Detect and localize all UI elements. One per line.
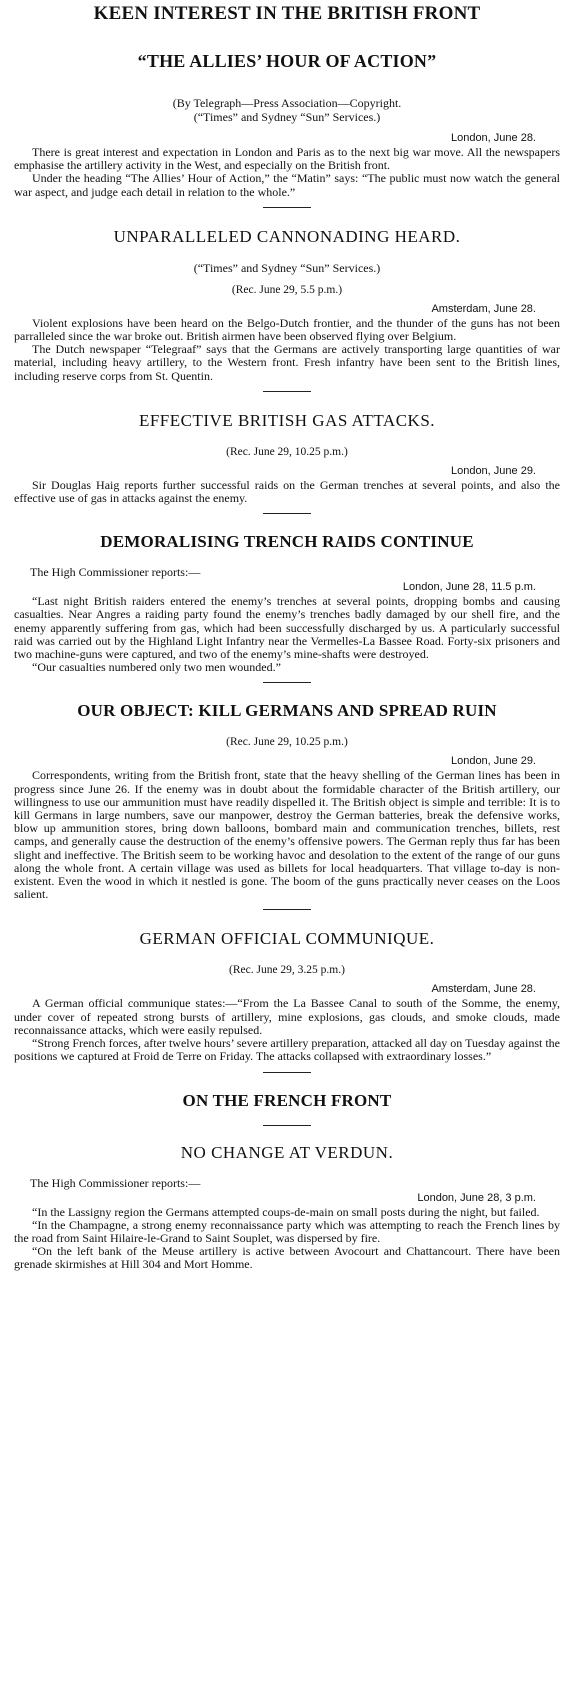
section-headline: DEMORALISING TRENCH RAIDS CONTINUE	[100, 532, 474, 552]
article-german-communique	[14, 928, 560, 1072]
section-divider	[263, 909, 311, 910]
dateline: London, June 29.	[450, 755, 536, 768]
section-divider	[263, 513, 311, 514]
paragraph: Correspondents, writing from the British front, state that the heavy shelling of the German lines has been in progress since June 26. If the enemy was in doubt about the formidable character of the British artillery, our willingness to use our ammunition must have readily dispelled it. The British object is simple and terrible: It is to kill Germans in large numbers, save our manpower, destroy the German batteries, break the defensive works, blow up ammunition stores, bring down balloons, bombard main and communication trenches, billets, rest camps, and generally cause the destruction of the enemy’s offensive powers. The German reply thus far has been slight and ineffective. The British seem to be working havoc and desolation to the extent of the range of our guns along the whole front. A certain village was used as billets for local headquarters. That village to-day is non-existent. Even the wood in which it nestled is gone. The boom of the guns practically never ceases on the Loos salient.	[14, 768, 560, 902]
article-trench-raids	[14, 532, 560, 683]
article-french-front	[14, 1091, 560, 1272]
section-headline: EFFECTIVE BRITISH GAS ATTACKS.	[138, 410, 436, 430]
paragraph: “In the Champagne, a strong enemy reconnaissance party which was attempting to reach the French lines by the road from Saint Hilaire-le-Grand to Saint Souplet, was dispersed by fire.	[14, 1217, 560, 1245]
section-subheadline: NO CHANGE AT VERDUN.	[180, 1142, 394, 1162]
lead-line: The High Commissioner reports:—	[30, 1175, 201, 1190]
section-headline: ON THE FRENCH FRONT	[182, 1090, 392, 1110]
received-line: (Rec. June 29, 10.25 p.m.)	[226, 736, 348, 749]
dateline: Amsterdam, June 28.	[431, 983, 536, 996]
section-headline: GERMAN OFFICIAL COMMUNIQUE.	[139, 929, 435, 949]
paragraph: “Our casualties numbered only two men wounded.”	[32, 660, 281, 675]
lead-line: The High Commissioner reports:—	[30, 565, 201, 580]
paragraph: There is great interest and expectation in London and Paris as to the next big war move. All the newspapers emphasise the artillery activity in the West, and especially on the British front.	[14, 145, 560, 173]
article-gas-attacks	[14, 410, 560, 514]
paragraph: Under the heading “The Allies’ Hour of Action,” the “Matin” says: “The public must now watch the general war aspect, and judge each detail in relation to the whole.”	[14, 171, 560, 199]
paragraph: The Dutch newspaper “Telegraaf” says that the Germans are actively transporting large quantities of war material, including heavy artillery, to the Western front. Fresh infantry have been sent to the British lines, including reserve corps from St. Quentin.	[14, 342, 560, 383]
paragraph: “On the left bank of the Meuse artillery is active between Avocourt and Chattancourt. There have been grenade skirmishes at Hill 304 and Mort Homme.	[14, 1244, 560, 1272]
main-headline: “THE ALLIES’ HOUR OF ACTION”	[137, 51, 437, 71]
credit-line: (By Telegraph—Press Association—Copyright.	[172, 96, 402, 110]
received-line: (Rec. June 29, 5.5 p.m.)	[231, 283, 343, 296]
section-divider	[263, 1072, 311, 1073]
paragraph: Sir Douglas Haig reports further successful raids on the German trenches at several points, and also the effective use of gas in attacks against the enemy.	[14, 477, 560, 506]
paragraph: A German official communique states:—“From the La Bassee Canal to south of the Somme, the enemy, under cover of repeated strong bursts of artillery, mine explosions, gas clouds, and smoke clouds, made reconnaissance attacks, which were easily repulsed.	[14, 996, 560, 1037]
paragraph: “Last night British raiders entered the enemy’s trenches at several points, dropping bombs and causing casualties. Near Angres a raiding party found the enemy’s trenches badly damaged by our shell fire, and the enemy apparently suffering from gas, which had been successfully discharged by us. A particularly successful raid was carried out by the Highland Light Infantry near the Vermelles-La Bassee Road. Forty-six prisoners and two machine-guns were captured, and two of the enemy’s mine-shafts were destroyed.	[14, 594, 560, 662]
section-divider	[263, 207, 311, 208]
paragraph: Violent explosions have been heard on the Belgo-Dutch frontier, and the thunder of the guns has not been parralleled since the war broke out. British airmen have been observed flying over Belgium.	[14, 315, 560, 344]
paragraph: “Strong French forces, after twelve hours’ severe artillery preparation, attacked all day on Tuesday against the positions we captured at Froid de Terre on Friday. The attacks collapsed with extraordinary losses.”	[14, 1036, 560, 1064]
section-divider	[263, 682, 311, 683]
received-line: (Rec. June 29, 10.25 p.m.)	[226, 445, 348, 458]
section-headline: OUR OBJECT: KILL GERMANS AND SPREAD RUIN	[77, 701, 497, 721]
article-our-object	[14, 701, 560, 910]
credit-line: (“Times” and Sydney “Sun” Services.)	[193, 110, 381, 124]
article-lead	[14, 2, 560, 208]
newspaper-page	[0, 2, 574, 1702]
section-headline: UNPARALLELED CANNONADING HEARD.	[113, 226, 461, 246]
dateline: Amsterdam, June 28.	[431, 302, 536, 315]
dateline: London, June 28, 3 p.m.	[417, 1191, 536, 1204]
paragraph: “In the Lassigny region the Germans attempted coups-de-main on small posts during the night, but failed.	[32, 1204, 540, 1219]
dateline: London, June 29.	[450, 464, 536, 477]
section-divider	[263, 1125, 311, 1126]
dateline: London, June 28, 11.5 p.m.	[402, 581, 536, 594]
top-headline: KEEN INTEREST IN THE BRITISH FRONT	[93, 3, 481, 24]
dateline: London, June 28.	[450, 132, 536, 144]
section-divider	[263, 391, 311, 392]
article-cannonading	[14, 226, 560, 392]
received-line: (Rec. June 29, 3.25 p.m.)	[229, 964, 345, 977]
credit-line: (“Times” and Sydney “Sun” Services.)	[193, 260, 381, 275]
